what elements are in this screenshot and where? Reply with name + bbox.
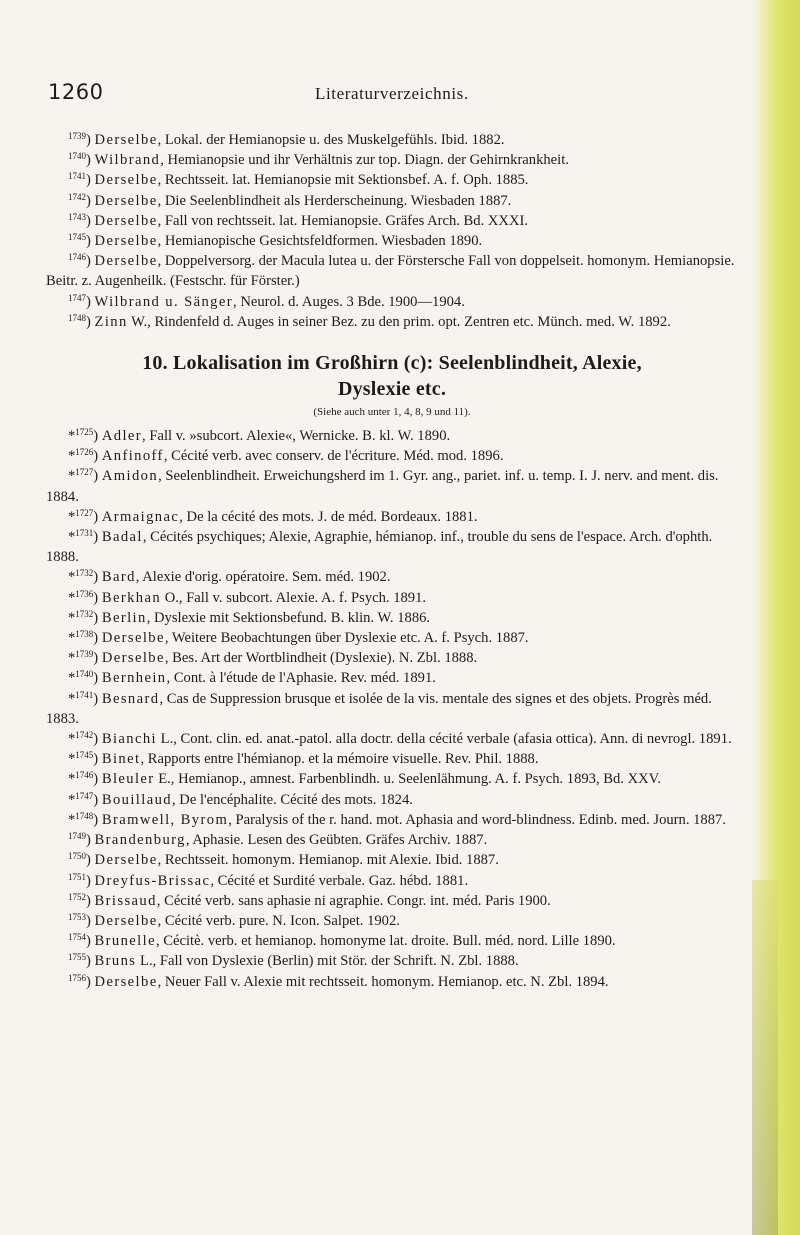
reference-text: , Weitere Beobachtungen über Dyslexie etc. A. f. Psych. 1887.: [164, 630, 529, 647]
reference-number: 1727: [75, 467, 94, 478]
reference-entry: [46, 588, 738, 608]
page-header: [0, 80, 740, 114]
reference-entry: [46, 211, 738, 231]
reference-text: , Rechtsseit. homonym. Hemianop. mit Alexie. Ibid. 1887.: [157, 852, 499, 869]
reference-number: 1750: [68, 851, 86, 862]
reference-number: 1754: [68, 932, 86, 943]
reference-number: 1749: [68, 831, 86, 842]
reference-author: Adler: [101, 428, 143, 445]
reference-text: , Cécité verb. avec conserv. de l'écriture. Méd. mod. 1896.: [163, 448, 504, 465]
reference-star-mark: *: [68, 569, 76, 586]
reference-star-mark: *: [68, 731, 76, 748]
reference-entry: [46, 891, 738, 911]
reference-author: Derselbe: [94, 212, 158, 229]
reference-entry: [46, 830, 738, 850]
reference-number-paren: ): [93, 771, 102, 788]
reference-author: Derselbe: [94, 912, 158, 929]
reference-entry: [46, 689, 738, 729]
reference-text: , Rechtsseit. lat. Hemianopsie mit Sektionsbef. A. f. Oph. 1885.: [157, 172, 529, 189]
reference-author: Besnard: [101, 690, 160, 707]
reference-star-mark: *: [68, 650, 76, 667]
reference-author: Derselbe: [94, 852, 158, 869]
reference-number-paren: ): [86, 253, 95, 270]
reference-author: Bianchi: [101, 731, 158, 748]
reference-text: , Rapports entre l'hémianop. et la mémoire visuelle. Rev. Phil. 1888.: [140, 751, 539, 768]
reference-number: 1742: [68, 191, 86, 202]
reference-entry: [46, 150, 738, 170]
reference-author: Derselbe: [94, 253, 158, 270]
reference-number-paren: ): [86, 192, 95, 209]
reference-text: , Lokal. der Hemianopsie u. des Muskelgefühls. Ibid. 1882.: [157, 132, 505, 148]
reference-author: Brissaud: [94, 892, 157, 909]
reference-number: 1731: [75, 528, 94, 539]
reference-text: , Cécité et Surdité verbale. Gaz. hébd. 1881.: [210, 872, 469, 889]
reference-text: W., Rindenfeld d. Auges in seiner Bez. zu den prim. opt. Zentren etc. Münch. med. W. 1892.: [127, 313, 671, 330]
reference-author: Bernhein: [101, 670, 167, 687]
reference-number: 1727: [75, 507, 94, 518]
reference-entry: [46, 668, 738, 688]
reference-star-mark: *: [68, 811, 76, 828]
reference-list-section-10: [46, 426, 738, 992]
reference-entry: [46, 292, 738, 312]
reference-number: 1743: [68, 211, 86, 222]
reference-number: 1745: [68, 232, 86, 243]
reference-text: , Cont. à l'étude de l'Aphasie. Rev. méd. 1891.: [166, 670, 436, 687]
reference-entry: [46, 749, 738, 769]
reference-number-paren: ): [93, 589, 102, 606]
reference-number-paren: ): [86, 212, 95, 229]
reference-star-mark: *: [68, 468, 76, 485]
reference-number-paren: ): [86, 872, 95, 889]
reference-text: , Cécité verb. pure. N. Icon. Salpet. 1902.: [157, 912, 400, 929]
reference-star-mark: *: [68, 428, 76, 445]
reference-text: , Die Seelenblindheit als Herderscheinung. Wiesbaden 1887.: [157, 192, 512, 209]
reference-entry: [46, 871, 738, 891]
reference-text: , Cas de Suppression brusque et isolée de la vis. mentale des signes et des objets. Progrès méd. 1883.: [46, 690, 712, 727]
reference-author: Dreyfus-Brissac: [94, 872, 211, 889]
reference-number-paren: ): [86, 313, 95, 330]
reference-entry: [46, 567, 738, 587]
reference-entry: [46, 466, 738, 506]
reference-author: Brunelle: [94, 933, 156, 950]
reference-number: 1747: [75, 790, 94, 801]
reference-number: 1726: [75, 447, 94, 458]
reference-star-mark: *: [68, 791, 76, 808]
reference-author: Berkhan: [101, 589, 162, 606]
section-title-line-2: Dyslexie etc.: [337, 378, 447, 401]
reference-entry: [46, 972, 738, 992]
page-edge-shadow: [752, 880, 778, 1235]
reference-star-mark: *: [68, 589, 76, 606]
reference-number-paren: ): [93, 690, 102, 707]
reference-entry: [46, 312, 738, 332]
reference-text: , De la cécité des mots. J. de méd. Bordeaux. 1881.: [179, 508, 478, 525]
reference-number: 1755: [68, 952, 86, 963]
reference-entry: [46, 608, 738, 628]
reference-entry: [46, 191, 738, 211]
reference-number-paren: ): [93, 529, 102, 546]
reference-author: Zinn: [94, 313, 128, 330]
reference-number-paren: ): [93, 731, 102, 748]
reference-author: Derselbe: [94, 233, 158, 250]
reference-text: E., Hemianop., amnest. Farbenblindh. u. Seelenlähmung. A. f. Psych. 1893, Bd. XXV.: [154, 771, 661, 788]
reference-author: Binet: [101, 751, 141, 768]
reference-author: Berlin: [101, 609, 147, 626]
reference-text: , Aphasie. Lesen des Geübten. Gräfes Archiv. 1887.: [185, 832, 488, 849]
reference-entry: [46, 729, 738, 749]
reference-star-mark: *: [68, 448, 76, 465]
reference-author: Derselbe: [101, 650, 165, 667]
reference-number-paren: ): [86, 973, 95, 990]
reference-text: , De l'encéphalite. Cécité des mots. 1824.: [171, 791, 413, 808]
reference-author: Bouillaud: [101, 791, 172, 808]
reference-author: Bruns: [94, 953, 137, 970]
reference-number: 1740: [75, 669, 94, 680]
reference-author: Anfinoff: [101, 448, 164, 465]
reference-number-paren: ): [86, 852, 95, 869]
reference-number: 1736: [75, 588, 94, 599]
reference-author: Derselbe: [94, 172, 158, 189]
reference-number-paren: ): [93, 650, 102, 667]
reference-number-paren: ): [93, 811, 102, 828]
reference-number-paren: ): [93, 791, 102, 808]
reference-author: Wilbrand: [94, 152, 161, 169]
reference-entry: [46, 850, 738, 870]
reference-author: Wilbrand u. Sänger: [94, 293, 234, 310]
reference-entry: [46, 931, 738, 951]
reference-star-mark: *: [68, 529, 76, 546]
reference-number-paren: ): [93, 448, 102, 465]
reference-number: 1738: [75, 629, 94, 640]
page-number: 1260: [48, 80, 104, 104]
reference-number-paren: ): [93, 751, 102, 768]
reference-number: 1748: [68, 312, 86, 323]
reference-number: 1739: [68, 131, 86, 141]
reference-number-paren: ): [86, 912, 95, 929]
reference-text: L., Cont. clin. ed. anat.-patol. alla doctr. della cécité verbale (afasia ottica). Ann. di nevrogl. 1891.: [157, 731, 732, 748]
reference-star-mark: *: [68, 630, 76, 647]
reference-text: , Alexie d'orig. opératoire. Sem. méd. 1902.: [135, 569, 391, 586]
reference-author: Bleuler: [101, 771, 155, 788]
reference-number: 1746: [75, 770, 94, 781]
reference-entry: [46, 628, 738, 648]
reference-star-mark: *: [68, 609, 76, 626]
reference-entry: [46, 130, 738, 150]
reference-text: , Seelenblindheit. Erweichungsherd im 1. Gyr. ang., pariet. inf. u. temp. I. J. nerv. and ment. dis. 1884.: [46, 468, 719, 505]
reference-entry: [46, 170, 738, 190]
reference-text: , Hemianopische Gesichtsfeldformen. Wiesbaden 1890.: [157, 233, 483, 250]
reference-author: Derselbe: [94, 973, 158, 990]
reference-text: , Cécités psychiques; Alexie, Agraphie, hémianop. inf., trouble du sens de l'espace. Arch. d'ophth. 1888.: [46, 529, 713, 566]
reference-text: , Neurol. d. Auges. 3 Bde. 1900—1904.: [233, 293, 465, 310]
reference-author: Derselbe: [94, 132, 158, 148]
reference-entry: [46, 426, 738, 446]
reference-number: 1751: [68, 871, 86, 882]
reference-text: , Cécitè. verb. et hemianop. homonyme lat. droite. Bull. méd. nord. Lille 1890.: [155, 933, 616, 950]
reference-number-paren: ): [93, 569, 102, 586]
reference-number: 1753: [68, 911, 86, 922]
reference-number-paren: ): [93, 468, 102, 485]
reference-author: Armaignac: [101, 508, 180, 525]
reference-number-paren: ): [86, 152, 95, 169]
page-content: [46, 130, 738, 992]
reference-author: Bard: [101, 569, 136, 586]
reference-number-paren: ): [86, 172, 95, 189]
reference-author: Badal: [101, 529, 143, 546]
reference-number: 1752: [68, 891, 86, 902]
reference-number: 1732: [75, 568, 94, 579]
reference-entry: [46, 648, 738, 668]
reference-number: 1741: [75, 689, 94, 700]
reference-number: 1740: [68, 151, 86, 162]
reference-entry: [46, 790, 738, 810]
reference-number: 1745: [75, 750, 94, 761]
reference-number-paren: ): [86, 832, 95, 849]
reference-entry: [46, 769, 738, 789]
reference-text: , Fall von rechtsseit. lat. Hemianopsie. Gräfes Arch. Bd. XXXI.: [157, 212, 529, 229]
reference-entry: [46, 911, 738, 931]
reference-entry: [46, 251, 738, 291]
reference-text: , Hemianopsie und ihr Verhältnis zur top. Diagn. der Gehirnkrankheit.: [160, 152, 569, 169]
reference-list-previous-section: [46, 130, 738, 332]
reference-text: , Cécité verb. sans aphasie ni agraphie. Congr. int. méd. Paris 1900.: [156, 892, 551, 909]
reference-number-paren: ): [86, 953, 95, 970]
section-title: [46, 350, 738, 402]
reference-text: L., Fall von Dyslexie (Berlin) mit Stör. der Schrift. N. Zbl. 1888.: [136, 953, 519, 970]
reference-number-paren: ): [93, 670, 102, 687]
reference-number-paren: ): [86, 132, 95, 148]
running-title: Literaturverzeichnis.: [315, 84, 469, 103]
reference-number-paren: ): [86, 293, 95, 310]
reference-text: , Bes. Art der Wortblindheit (Dyslexie). N. Zbl. 1888.: [164, 650, 478, 667]
reference-text: , Dyslexie mit Sektionsbefund. B. klin. W. 1886.: [146, 609, 431, 626]
reference-number: 1747: [68, 292, 86, 303]
reference-entry: [46, 446, 738, 466]
reference-number: 1725: [75, 427, 94, 438]
reference-star-mark: *: [68, 751, 76, 768]
reference-author: Amidon: [101, 468, 159, 485]
reference-text: O., Fall v. subcort. Alexie. A. f. Psych. 1891.: [161, 589, 427, 606]
reference-number: 1732: [75, 608, 94, 619]
reference-star-mark: *: [68, 690, 76, 707]
reference-entry: [46, 231, 738, 251]
section-note: (Siehe auch unter 1, 4, 8, 9 und 11).: [313, 406, 471, 419]
reference-number-paren: ): [86, 892, 95, 909]
reference-entry: [46, 507, 738, 527]
reference-author: Derselbe: [94, 192, 158, 209]
reference-number-paren: ): [86, 933, 95, 950]
reference-number-paren: ): [93, 508, 102, 525]
reference-number: 1748: [75, 810, 94, 821]
reference-author: Derselbe: [101, 630, 165, 647]
reference-number: 1739: [75, 649, 94, 660]
reference-number-paren: ): [93, 609, 102, 626]
reference-author: Brandenburg: [94, 832, 186, 849]
reference-number-paren: ): [86, 233, 95, 250]
reference-entry: [46, 951, 738, 971]
reference-text: , Paralysis of the r. hand. mot. Aphasia and word-blindness. Edinb. med. Journ. 1887.: [228, 811, 726, 828]
reference-star-mark: *: [68, 508, 76, 525]
reference-number: 1742: [75, 730, 94, 741]
reference-number: 1741: [68, 171, 86, 182]
reference-number: 1756: [68, 972, 86, 983]
reference-author: Bramwell, Byrom: [101, 811, 229, 828]
reference-entry: [46, 527, 738, 567]
reference-star-mark: *: [68, 670, 76, 687]
reference-text: , Neuer Fall v. Alexie mit rechtsseit. homonym. Hemianop. etc. N. Zbl. 1894.: [157, 973, 609, 990]
reference-star-mark: *: [68, 771, 76, 788]
reference-number-paren: ): [93, 428, 102, 445]
reference-entry: [46, 810, 738, 830]
reference-number-paren: ): [93, 630, 102, 647]
reference-number: 1746: [68, 252, 86, 263]
reference-text: , Fall v. »subcort. Alexie«, Wernicke. B. kl. W. 1890.: [142, 428, 451, 445]
section-title-line-1: 10. Lokalisation im Großhirn (c): Seelenblindheit, Alexie,: [142, 352, 642, 375]
reference-text: , Doppelversorg. der Macula lutea u. der Förstersche Fall von doppelseit. homonym. Hemianopsie. Beitr. z. Augenheilk. (Festschr. für Förster.): [46, 253, 735, 290]
